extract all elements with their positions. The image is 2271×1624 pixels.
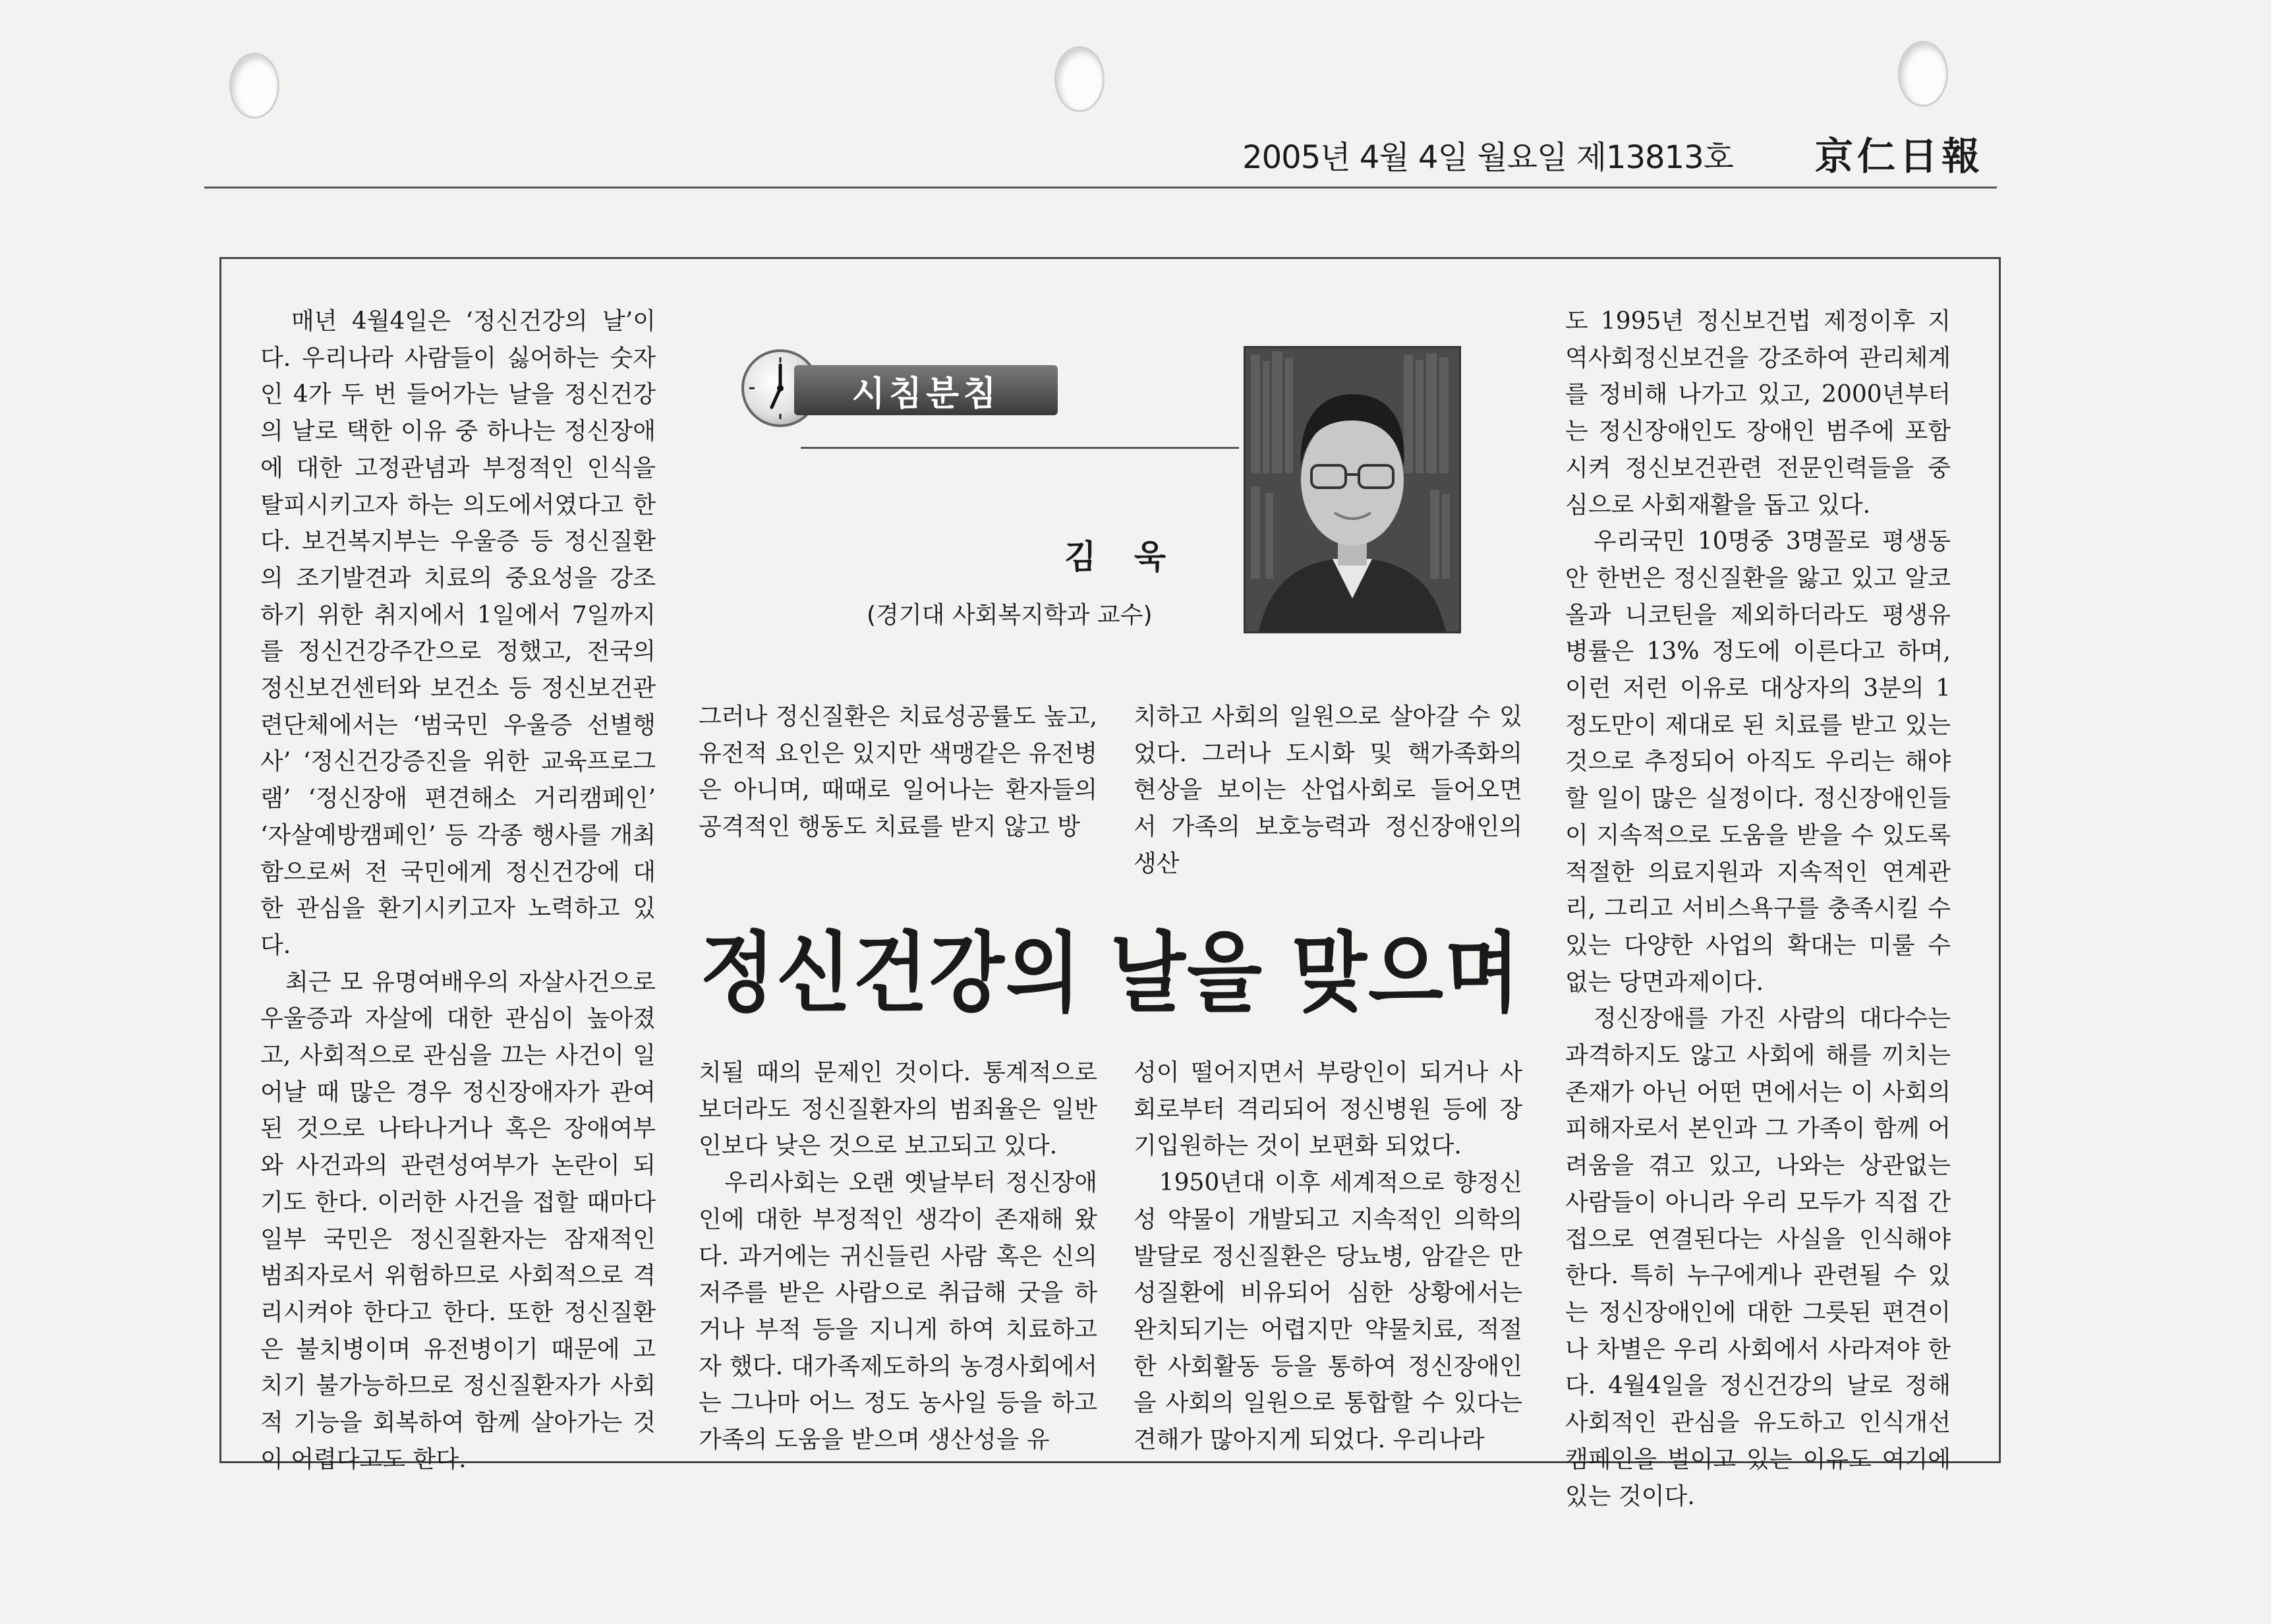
body-column-3-bottom: 성이 떨어지면서 부랑인이 되거나 사회로부터 격리되어 정신병원 등에 장기입원하는 것이 보편화 되었다. 1950년대 이후 세계적으로 향정신성 약물이 개발되고 지속적인 의학의 발달로 정신질환은 당뇨병, 암같은 만성질환에 비유되어 심한 상황에서는 완치되기는 어렵지만 약물치료, 적절한 사회활동 등을 통하여 정신장애인을 사회의 일원으로 통합할 수 있다는 견해가 많아지게 되었다. 우리나라 (1134, 1059, 1522, 1454)
author-name: 김 욱 (1064, 537, 1180, 576)
punch-hole-center (1054, 46, 1105, 112)
badge-rule (801, 447, 1239, 449)
column-badge (741, 349, 1097, 428)
newspaper-header (204, 125, 1997, 191)
headline: 정신건강의 날을 맞으며 (699, 921, 1522, 1024)
dateline: 2005년 4월 4일 월요일 제13813호 (1242, 139, 1733, 176)
column-title: 시침분침 (794, 365, 1058, 415)
masthead: 京仁日報 (1814, 134, 1984, 179)
body-column-2-bottom: 치될 때의 문제인 것이다. 통계적으로 보더라도 정신질환자의 범죄율은 일반인보다 낮은 것으로 보고되고 있다. 우리사회는 오랜 옛날부터 정신장애인에 대한 부정적인 생각이 존재해 왔다. 과거에는 귀신들린 사람 혹은 신의 저주를 받은 사람으로 취급해 굿을 하거나 부적 등을 지니게 하여 치료하고자 했다. 대가족제도하의 농경사회에서는 그나마 어느 정도 농사일 등을 하고 가족의 도움을 받으며 생산성을 유 (699, 1059, 1097, 1454)
author-affiliation: (경기대 사회복지학과 교수) (867, 602, 1153, 629)
author-photo (1244, 346, 1461, 633)
body-column-4: 도 1995년 정신보건법 제정이후 지역사회정신보건을 강조하여 관리체계를 정비해 나가고 있고, 2000년부터는 정신장애인도 장애인 범주에 포함시켜 정신보건관련 전문인력들을 중심으로 사회재활을 돕고 있다. 우리국민 10명중 3명꼴로 평생동안 한번은 정신질환을 앓고 있고 알코올과 니코틴을 제외하더라도 평생유병률은 13% 정도에 이른다고 하며, 이런 저런 이유로 대상자의 3분의 1정도만이 제대로 된 치료를 받고 있는 것으로 추정되어 아직도 우리는 해야 할 일이 많은 실정이다. 정신장애인들이 지속적으로 도움을 받을 수 있도록 적절한 의료지원과 지속적인 연계관리, 그리고 서비스욕구를 충족시킬 수 있는 다양한 사업의 확대는 미룰 수 없는 당면과제이다. 정신장애를 가진 사람의 대다수는 과격하지도 않고 사회에 해를 끼치는 존재가 아닌 어떤 면에서는 이 사회의 피해자로서 본인과 그 가족이 함께 어려움을 겪고 있고, 나와는 상관없는 사람들이 아니라 우리 모두가 직접 간접으로 연결된다는 사실을 인식해야 한다. 특히 누구에게나 관련될 수 있는 정신장애인에 대한 그릇된 편견이나 차별은 우리 사회에서 사라져야 한다. 4월4일을 정신건강의 날로 정해 사회적인 관심을 유도하고 인식개선 캠페인을 벌이고 있는 이유도 여기에 있는 것이다. (1565, 308, 1951, 1510)
body-column-3-top: 치하고 사회의 일원으로 살아갈 수 있었다. 그러나 도시화 및 핵가족화의 현상을 보이는 산업사회로 들어오면서 가족의 보호능력과 정신장애인의 생산 (1134, 703, 1530, 877)
body-column-1: 매년 4월4일은 ‘정신건강의 날’이다. 우리나라 사람들이 싫어하는 숫자인 4가 두 번 들어가는 날을 정신건강의 날로 택한 이유 중 하나는 정신장애에 대한 고정관념과 부정적인 인식을 탈피시키고자 하는 의도에서였다고 한다. 보건복지부는 우울증 등 정신질환의 조기발견과 치료의 중요성을 강조하기 위한 취지에서 1일에서 7일까지를 정신건강주간으로 정했고, 전국의 정신보건센터와 보건소 등 정신보건관련단체에서는 ‘범국민 우울증 선별행사’ ‘정신건강증진을 위한 교육프로그램’ ‘정신장애 편견해소 거리캠페인’ ‘자살예방캠페인’ 등 각종 행사를 개최함으로써 전 국민에게 정신건강에 대한 관심을 환기시키고자 노력하고 있다. 최근 모 유명여배우의 자살사건으로 우울증과 자살에 대한 관심이 높아졌고, 사회적으로 관심을 끄는 사건이 일어날 때 많은 경우 정신장애자가 관여된 것으로 나타나거나 혹은 장애여부와 사건과의 관련성여부가 논란이 되기도 한다. 이러한 사건을 접할 때마다 일부 국민은 정신질환자는 잠재적인 범죄자로서 위험하므로 사회적으로 격리시켜야 한다고 한다. 또한 정신질환은 불치병이며 유전병이기 때문에 고치기 불가능하므로 정신질환자가 사회적 기능을 회복하여 함께 살아가는 것이 어렵다고도 한다. (260, 308, 656, 1473)
header-rule (204, 187, 1997, 188)
punch-hole-left (229, 53, 279, 119)
body-column-2-top: 그러나 정신질환은 치료성공률도 높고, 유전적 요인은 있지만 색맹같은 유전병은 아니며, 때때로 일어나는 환자들의 공격적인 행동도 치료를 받지 않고 방 (699, 703, 1105, 841)
punch-hole-right (1898, 41, 1948, 107)
